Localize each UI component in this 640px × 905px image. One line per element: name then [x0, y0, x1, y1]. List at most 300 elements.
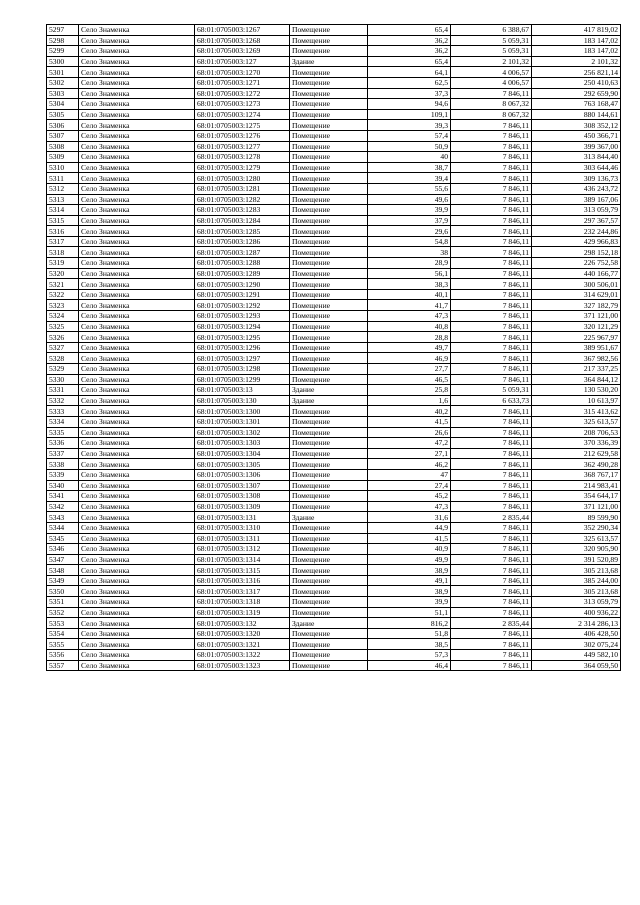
row-number-cell: 5301 — [47, 67, 79, 78]
area-cell: 94,6 — [368, 99, 451, 110]
table-row — [47, 120, 621, 131]
object-type-cell: Помещение — [290, 342, 368, 353]
settlement-cell: Село Знаменка — [79, 120, 195, 131]
table-body — [47, 25, 621, 671]
cadastral-value-cell: 232 244,86 — [532, 226, 621, 237]
cadastral-number-cell: 68:01:0705003:130 — [195, 395, 290, 406]
unit-value-cell: 2 835,44 — [451, 512, 532, 523]
unit-value-cell: 7 846,11 — [451, 236, 532, 247]
cadastral-value-cell: 354 644,17 — [532, 491, 621, 502]
row-number-cell: 5354 — [47, 628, 79, 639]
table-row — [47, 522, 621, 533]
unit-value-cell: 7 846,11 — [451, 459, 532, 470]
row-number-cell: 5332 — [47, 395, 79, 406]
settlement-cell: Село Знаменка — [79, 639, 195, 650]
unit-value-cell: 7 846,11 — [451, 279, 532, 290]
settlement-cell: Село Знаменка — [79, 438, 195, 449]
table-row — [47, 205, 621, 216]
cadastral-number-cell: 68:01:0705003:1275 — [195, 120, 290, 131]
unit-value-cell: 7 846,11 — [451, 342, 532, 353]
row-number-cell: 5308 — [47, 141, 79, 152]
cadastral-number-cell: 68:01:0705003:1302 — [195, 427, 290, 438]
object-type-cell: Помещение — [290, 364, 368, 375]
object-type-cell: Помещение — [290, 448, 368, 459]
row-number-cell: 5315 — [47, 215, 79, 226]
cadastral-value-cell: 327 182,79 — [532, 300, 621, 311]
settlement-cell: Село Знаменка — [79, 67, 195, 78]
cadastral-number-cell: 68:01:0705003:131 — [195, 512, 290, 523]
unit-value-cell: 7 846,11 — [451, 268, 532, 279]
cadastral-number-cell: 68:01:0705003:1267 — [195, 25, 290, 36]
object-type-cell: Помещение — [290, 438, 368, 449]
unit-value-cell: 7 846,11 — [451, 438, 532, 449]
object-type-cell: Помещение — [290, 183, 368, 194]
table-row — [47, 268, 621, 279]
unit-value-cell: 7 846,11 — [451, 597, 532, 608]
cadastral-value-cell: 362 490,28 — [532, 459, 621, 470]
row-number-cell: 5351 — [47, 597, 79, 608]
area-cell: 51,1 — [368, 607, 451, 618]
unit-value-cell: 7 846,11 — [451, 501, 532, 512]
unit-value-cell: 7 846,11 — [451, 247, 532, 258]
row-number-cell: 5322 — [47, 289, 79, 300]
unit-value-cell: 7 846,11 — [451, 141, 532, 152]
unit-value-cell: 7 846,11 — [451, 289, 532, 300]
object-type-cell: Помещение — [290, 660, 368, 671]
object-type-cell: Помещение — [290, 25, 368, 36]
table-row — [47, 427, 621, 438]
unit-value-cell: 7 846,11 — [451, 448, 532, 459]
object-type-cell: Помещение — [290, 628, 368, 639]
area-cell: 55,6 — [368, 183, 451, 194]
row-number-cell: 5337 — [47, 448, 79, 459]
unit-value-cell: 7 846,11 — [451, 332, 532, 343]
unit-value-cell: 5 059,31 — [451, 46, 532, 57]
row-number-cell: 5346 — [47, 544, 79, 555]
area-cell: 27,4 — [368, 480, 451, 491]
table-row — [47, 364, 621, 375]
unit-value-cell: 7 846,11 — [451, 311, 532, 322]
settlement-cell: Село Знаменка — [79, 469, 195, 480]
row-number-cell: 5307 — [47, 130, 79, 141]
settlement-cell: Село Знаменка — [79, 618, 195, 629]
unit-value-cell: 7 846,11 — [451, 628, 532, 639]
cadastral-value-cell: 303 644,46 — [532, 162, 621, 173]
cadastral-value-cell: 367 982,56 — [532, 353, 621, 364]
object-type-cell: Помещение — [290, 205, 368, 216]
unit-value-cell: 7 846,11 — [451, 162, 532, 173]
table-row — [47, 35, 621, 46]
settlement-cell: Село Знаменка — [79, 162, 195, 173]
cadastral-number-cell: 68:01:0705003:1318 — [195, 597, 290, 608]
area-cell: 39,3 — [368, 120, 451, 131]
settlement-cell: Село Знаменка — [79, 480, 195, 491]
settlement-cell: Село Знаменка — [79, 268, 195, 279]
table-row — [47, 152, 621, 163]
cadastral-value-cell: 364 059,50 — [532, 660, 621, 671]
table-row — [47, 226, 621, 237]
cadastral-number-cell: 68:01:0705003:1274 — [195, 109, 290, 120]
table-row — [47, 109, 621, 120]
settlement-cell: Село Знаменка — [79, 575, 195, 586]
cadastral-number-cell: 68:01:0705003:1310 — [195, 522, 290, 533]
area-cell: 41,5 — [368, 533, 451, 544]
settlement-cell: Село Знаменка — [79, 607, 195, 618]
row-number-cell: 5303 — [47, 88, 79, 99]
row-number-cell: 5326 — [47, 332, 79, 343]
settlement-cell: Село Знаменка — [79, 501, 195, 512]
area-cell: 49,1 — [368, 575, 451, 586]
settlement-cell: Село Знаменка — [79, 459, 195, 470]
row-number-cell: 5336 — [47, 438, 79, 449]
table-row — [47, 289, 621, 300]
cadastral-value-cell: 313 059,79 — [532, 597, 621, 608]
area-cell: 28,9 — [368, 258, 451, 269]
table-row — [47, 650, 621, 661]
cadastral-number-cell: 68:01:0705003:1305 — [195, 459, 290, 470]
area-cell: 51,8 — [368, 628, 451, 639]
object-type-cell: Помещение — [290, 406, 368, 417]
settlement-cell: Село Знаменка — [79, 650, 195, 661]
settlement-cell: Село Знаменка — [79, 586, 195, 597]
cadastral-value-cell: 385 244,00 — [532, 575, 621, 586]
cadastral-value-cell: 292 659,90 — [532, 88, 621, 99]
object-type-cell: Помещение — [290, 162, 368, 173]
unit-value-cell: 7 846,11 — [451, 130, 532, 141]
settlement-cell: Село Знаменка — [79, 427, 195, 438]
area-cell: 50,9 — [368, 141, 451, 152]
area-cell: 44,9 — [368, 522, 451, 533]
cadastral-value-cell: 364 844,12 — [532, 374, 621, 385]
settlement-cell: Село Знаменка — [79, 194, 195, 205]
area-cell: 49,7 — [368, 342, 451, 353]
settlement-cell: Село Знаменка — [79, 597, 195, 608]
cadastral-number-cell: 68:01:0705003:1315 — [195, 565, 290, 576]
row-number-cell: 5323 — [47, 300, 79, 311]
settlement-cell: Село Знаменка — [79, 35, 195, 46]
object-type-cell: Помещение — [290, 88, 368, 99]
row-number-cell: 5297 — [47, 25, 79, 36]
cadastral-value-cell: 305 213,68 — [532, 565, 621, 576]
row-number-cell: 5313 — [47, 194, 79, 205]
table-row — [47, 448, 621, 459]
settlement-cell: Село Знаменка — [79, 628, 195, 639]
object-type-cell: Помещение — [290, 194, 368, 205]
row-number-cell: 5304 — [47, 99, 79, 110]
table-row — [47, 501, 621, 512]
unit-value-cell: 7 846,11 — [451, 660, 532, 671]
settlement-cell: Село Знаменка — [79, 173, 195, 184]
object-type-cell: Помещение — [290, 120, 368, 131]
table-row — [47, 56, 621, 67]
cadastral-value-cell: 368 767,17 — [532, 469, 621, 480]
unit-value-cell: 8 067,32 — [451, 109, 532, 120]
cadastral-value-cell: 250 410,63 — [532, 77, 621, 88]
area-cell: 64,1 — [368, 67, 451, 78]
object-type-cell: Помещение — [290, 416, 368, 427]
table-row — [47, 512, 621, 523]
object-type-cell: Помещение — [290, 522, 368, 533]
settlement-cell: Село Знаменка — [79, 342, 195, 353]
row-number-cell: 5319 — [47, 258, 79, 269]
object-type-cell: Помещение — [290, 258, 368, 269]
table-row — [47, 67, 621, 78]
row-number-cell: 5333 — [47, 406, 79, 417]
cadastral-number-cell: 68:01:0705003:1282 — [195, 194, 290, 205]
area-cell: 54,8 — [368, 236, 451, 247]
area-cell: 37,9 — [368, 215, 451, 226]
object-type-cell: Здание — [290, 385, 368, 396]
object-type-cell: Помещение — [290, 247, 368, 258]
table-row — [47, 597, 621, 608]
unit-value-cell: 7 846,11 — [451, 491, 532, 502]
area-cell: 49,9 — [368, 554, 451, 565]
table-row — [47, 77, 621, 88]
object-type-cell: Помещение — [290, 374, 368, 385]
area-cell: 65,4 — [368, 25, 451, 36]
unit-value-cell: 7 846,11 — [451, 650, 532, 661]
object-type-cell: Помещение — [290, 141, 368, 152]
table-row — [47, 438, 621, 449]
area-cell: 27,1 — [368, 448, 451, 459]
cadastral-number-cell: 68:01:0705003:1290 — [195, 279, 290, 290]
unit-value-cell: 7 846,11 — [451, 639, 532, 650]
area-cell: 40,1 — [368, 289, 451, 300]
object-type-cell: Помещение — [290, 607, 368, 618]
table-row — [47, 162, 621, 173]
row-number-cell: 5302 — [47, 77, 79, 88]
cadastral-value-cell: 300 506,01 — [532, 279, 621, 290]
cadastral-number-cell: 68:01:0705003:1287 — [195, 247, 290, 258]
cadastral-number-cell: 68:01:0705003:1293 — [195, 311, 290, 322]
table-row — [47, 406, 621, 417]
settlement-cell: Село Знаменка — [79, 385, 195, 396]
area-cell: 40 — [368, 152, 451, 163]
cadastral-number-cell: 68:01:0705003:1279 — [195, 162, 290, 173]
unit-value-cell: 7 846,11 — [451, 480, 532, 491]
row-number-cell: 5310 — [47, 162, 79, 173]
cadastral-value-cell: 2 101,32 — [532, 56, 621, 67]
unit-value-cell: 6 633,73 — [451, 395, 532, 406]
area-cell: 39,4 — [368, 173, 451, 184]
object-type-cell: Помещение — [290, 300, 368, 311]
unit-value-cell: 7 846,11 — [451, 469, 532, 480]
table-row — [47, 395, 621, 406]
settlement-cell: Село Знаменка — [79, 109, 195, 120]
cadastral-value-cell: 315 413,62 — [532, 406, 621, 417]
unit-value-cell: 7 846,11 — [451, 586, 532, 597]
area-cell: 49,6 — [368, 194, 451, 205]
area-cell: 41,7 — [368, 300, 451, 311]
unit-value-cell: 7 846,11 — [451, 406, 532, 417]
row-number-cell: 5347 — [47, 554, 79, 565]
settlement-cell: Село Знаменка — [79, 512, 195, 523]
row-number-cell: 5299 — [47, 46, 79, 57]
table-row — [47, 565, 621, 576]
row-number-cell: 5325 — [47, 321, 79, 332]
unit-value-cell: 7 846,11 — [451, 416, 532, 427]
cadastral-value-cell: 399 367,00 — [532, 141, 621, 152]
unit-value-cell: 7 846,11 — [451, 226, 532, 237]
area-cell: 109,1 — [368, 109, 451, 120]
table-row — [47, 385, 621, 396]
row-number-cell: 5318 — [47, 247, 79, 258]
table-row — [47, 342, 621, 353]
area-cell: 47,3 — [368, 311, 451, 322]
object-type-cell: Помещение — [290, 639, 368, 650]
settlement-cell: Село Знаменка — [79, 448, 195, 459]
cadastral-number-cell: 68:01:0705003:1292 — [195, 300, 290, 311]
cadastral-number-cell: 68:01:0705003:1277 — [195, 141, 290, 152]
row-number-cell: 5357 — [47, 660, 79, 671]
cadastral-number-cell: 68:01:0705003:1309 — [195, 501, 290, 512]
cadastral-value-cell: 305 213,68 — [532, 586, 621, 597]
cadastral-number-cell: 68:01:0705003:1312 — [195, 544, 290, 555]
table-row — [47, 459, 621, 470]
unit-value-cell: 7 846,11 — [451, 120, 532, 131]
cadastral-number-cell: 68:01:0705003:1297 — [195, 353, 290, 364]
cadastral-value-cell: 183 147,02 — [532, 35, 621, 46]
object-type-cell: Здание — [290, 512, 368, 523]
area-cell: 38,5 — [368, 639, 451, 650]
cadastral-number-cell: 68:01:0705003:1319 — [195, 607, 290, 618]
unit-value-cell: 7 846,11 — [451, 374, 532, 385]
area-cell: 25,8 — [368, 385, 451, 396]
object-type-cell: Помещение — [290, 236, 368, 247]
cadastral-value-cell: 313 059,79 — [532, 205, 621, 216]
settlement-cell: Село Знаменка — [79, 226, 195, 237]
cadastral-value-cell: 320 121,29 — [532, 321, 621, 332]
settlement-cell: Село Знаменка — [79, 565, 195, 576]
area-cell: 1,6 — [368, 395, 451, 406]
settlement-cell: Село Знаменка — [79, 406, 195, 417]
object-type-cell: Помещение — [290, 650, 368, 661]
row-number-cell: 5335 — [47, 427, 79, 438]
settlement-cell: Село Знаменка — [79, 544, 195, 555]
object-type-cell: Помещение — [290, 427, 368, 438]
row-number-cell: 5334 — [47, 416, 79, 427]
object-type-cell: Помещение — [290, 289, 368, 300]
unit-value-cell: 7 846,11 — [451, 554, 532, 565]
settlement-cell: Село Знаменка — [79, 374, 195, 385]
cadastral-value-cell: 314 629,01 — [532, 289, 621, 300]
cadastral-number-cell: 68:01:0705003:1317 — [195, 586, 290, 597]
settlement-cell: Село Знаменка — [79, 416, 195, 427]
cadastral-number-cell: 68:01:0705003:1281 — [195, 183, 290, 194]
cadastral-number-cell: 68:01:0705003:132 — [195, 618, 290, 629]
cadastral-value-cell: 313 844,40 — [532, 152, 621, 163]
table-row — [47, 639, 621, 650]
cadastral-number-cell: 68:01:0705003:1291 — [195, 289, 290, 300]
unit-value-cell: 7 846,11 — [451, 544, 532, 555]
cadastral-value-cell: 298 152,18 — [532, 247, 621, 258]
table-row — [47, 311, 621, 322]
cadastral-value-cell: 389 167,06 — [532, 194, 621, 205]
cadastral-value-cell: 2 314 286,13 — [532, 618, 621, 629]
cadastral-value-cell: 320 905,90 — [532, 544, 621, 555]
area-cell: 38,3 — [368, 279, 451, 290]
cadastral-value-cell: 212 629,58 — [532, 448, 621, 459]
area-cell: 816,2 — [368, 618, 451, 629]
row-number-cell: 5305 — [47, 109, 79, 120]
row-number-cell: 5317 — [47, 236, 79, 247]
table-row — [47, 618, 621, 629]
settlement-cell: Село Знаменка — [79, 236, 195, 247]
cadastral-value-cell: 429 966,83 — [532, 236, 621, 247]
row-number-cell: 5355 — [47, 639, 79, 650]
row-number-cell: 5327 — [47, 342, 79, 353]
cadastral-number-cell: 68:01:0705003:1288 — [195, 258, 290, 269]
unit-value-cell: 7 846,11 — [451, 194, 532, 205]
table-row — [47, 554, 621, 565]
row-number-cell: 5338 — [47, 459, 79, 470]
table-row — [47, 194, 621, 205]
table-row — [47, 247, 621, 258]
row-number-cell: 5320 — [47, 268, 79, 279]
cadastral-number-cell: 68:01:0705003:1285 — [195, 226, 290, 237]
object-type-cell: Помещение — [290, 46, 368, 57]
settlement-cell: Село Знаменка — [79, 46, 195, 57]
unit-value-cell: 4 006,57 — [451, 67, 532, 78]
table-row — [47, 130, 621, 141]
unit-value-cell: 7 846,11 — [451, 321, 532, 332]
cadastral-value-cell: 308 352,12 — [532, 120, 621, 131]
settlement-cell: Село Знаменка — [79, 130, 195, 141]
unit-value-cell: 7 846,11 — [451, 533, 532, 544]
area-cell: 46,4 — [368, 660, 451, 671]
cadastral-number-cell: 68:01:0705003:1273 — [195, 99, 290, 110]
table-row — [47, 628, 621, 639]
unit-value-cell: 7 846,11 — [451, 522, 532, 533]
cadastral-number-cell: 68:01:0705003:1283 — [195, 205, 290, 216]
area-cell: 45,2 — [368, 491, 451, 502]
object-type-cell: Здание — [290, 395, 368, 406]
unit-value-cell: 7 846,11 — [451, 215, 532, 226]
cadastral-number-cell: 68:01:0705003:1306 — [195, 469, 290, 480]
cadastral-value-cell: 256 821,14 — [532, 67, 621, 78]
object-type-cell: Помещение — [290, 544, 368, 555]
area-cell: 47 — [368, 469, 451, 480]
object-type-cell: Помещение — [290, 226, 368, 237]
unit-value-cell: 2 835,44 — [451, 618, 532, 629]
object-type-cell: Помещение — [290, 480, 368, 491]
area-cell: 46,9 — [368, 353, 451, 364]
unit-value-cell: 5 059,31 — [451, 385, 532, 396]
settlement-cell: Село Знаменка — [79, 215, 195, 226]
row-number-cell: 5298 — [47, 35, 79, 46]
cadastral-value-cell: 89 599,90 — [532, 512, 621, 523]
unit-value-cell: 6 388,67 — [451, 25, 532, 36]
cadastral-number-cell: 68:01:0705003:1269 — [195, 46, 290, 57]
row-number-cell: 5314 — [47, 205, 79, 216]
cadastral-number-cell: 68:01:0705003:1323 — [195, 660, 290, 671]
object-type-cell: Помещение — [290, 459, 368, 470]
unit-value-cell: 7 846,11 — [451, 607, 532, 618]
cadastral-value-cell: 217 337,25 — [532, 364, 621, 375]
area-cell: 40,2 — [368, 406, 451, 417]
area-cell: 39,9 — [368, 205, 451, 216]
cadastral-value-cell: 406 428,50 — [532, 628, 621, 639]
row-number-cell: 5348 — [47, 565, 79, 576]
cadastral-value-cell: 183 147,02 — [532, 46, 621, 57]
cadastral-value-cell: 763 168,47 — [532, 99, 621, 110]
row-number-cell: 5356 — [47, 650, 79, 661]
settlement-cell: Село Знаменка — [79, 533, 195, 544]
row-number-cell: 5341 — [47, 491, 79, 502]
cadastral-number-cell: 68:01:0705003:1295 — [195, 332, 290, 343]
settlement-cell: Село Знаменка — [79, 56, 195, 67]
row-number-cell: 5312 — [47, 183, 79, 194]
